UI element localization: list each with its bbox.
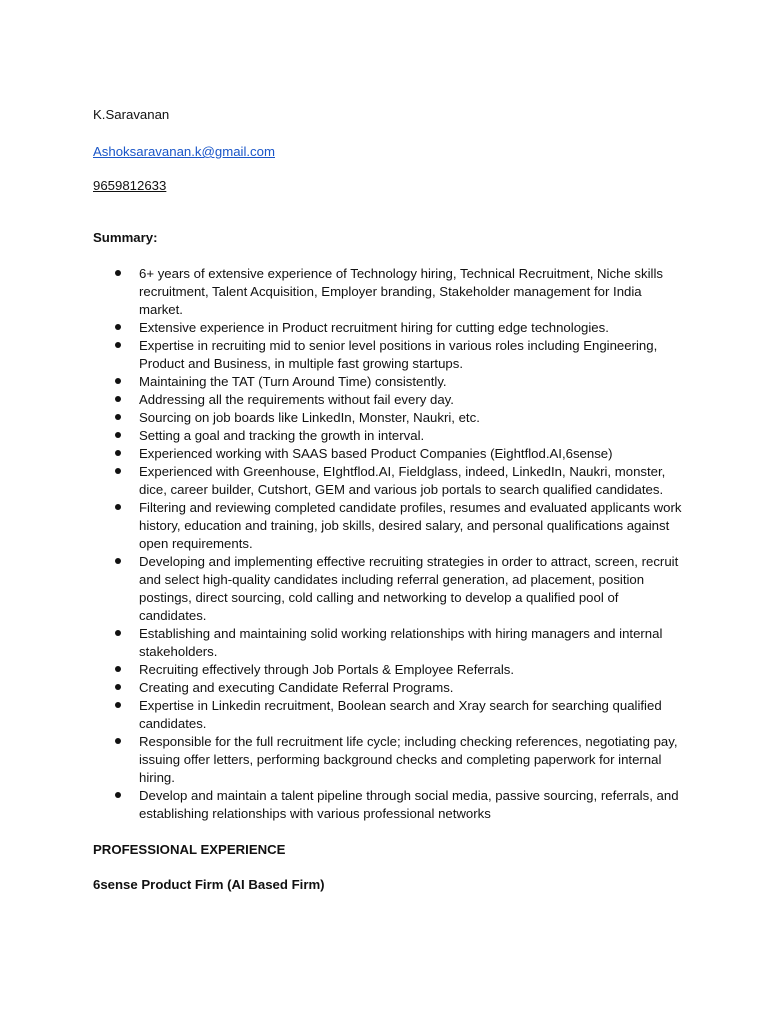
email-link[interactable]: Ashoksaravanan.k@gmail.com [93,144,275,159]
bullet-icon [115,666,121,672]
summary-item [93,319,683,337]
summary-item [93,625,683,661]
summary-item [93,553,683,625]
bullet-icon [115,378,121,384]
bullet-icon [115,630,121,636]
bullet-icon [115,324,121,330]
summary-item-text: Addressing all the requirements without fail every day. [139,392,454,407]
summary-item [93,697,683,733]
summary-item-text: Extensive experience in Product recruitment hiring for cutting edge technologies. [139,320,609,335]
summary-item-text: Developing and implementing effective recruiting strategies in order to attract, screen, recruit and select high-quality candidates including referral generation, ad placement, position postings, direct sourcing, cold calling and networking to develop a qualified pool of candidates. [139,554,679,623]
summary-item [93,337,683,373]
experience-heading: PROFESSIONAL EXPERIENCE [93,842,286,857]
summary-heading: Summary: [93,230,158,245]
summary-item-text: Recruiting effectively through Job Portals & Employee Referrals. [139,662,515,677]
summary-item [93,373,683,391]
candidate-name: K.Saravanan [93,107,170,122]
summary-item [93,733,683,787]
summary-item-text: Expertise in Linkedin recruitment, Boolean search and Xray search for searching qualified candidates. [139,698,662,731]
summary-item [93,463,683,499]
summary-item [93,391,683,409]
summary-item [93,445,683,463]
summary-item-text: Creating and executing Candidate Referral Programs. [139,680,454,695]
bullet-icon [115,792,121,798]
bullet-icon [115,684,121,690]
summary-item [93,499,683,553]
summary-item-text: Establishing and maintaining solid working relationships with hiring managers and internal stakeholders. [139,626,663,659]
summary-item-text: Filtering and reviewing completed candidate profiles, resumes and evaluated applicants work history, education and training, job skills, desired salary, and personal qualifications against open requirements. [139,500,682,551]
bullet-icon [115,270,121,276]
summary-item-text: Responsible for the full recruitment life cycle; including checking references, negotiating pay, issuing offer letters, performing background checks and completing paperwork for internal hiring. [139,734,678,785]
bullet-icon [115,702,121,708]
bullet-icon [115,450,121,456]
bullet-icon [115,396,121,402]
summary-item [93,679,683,697]
summary-item [93,787,683,823]
summary-item-text: Experienced with Greenhouse, EIghtflod.AI, Fieldglass, indeed, LinkedIn, Naukri, monster, dice, career builder, Cutshort, GEM and various job portals to search qualified candidates. [139,464,666,497]
summary-item-text: Maintaining the TAT (Turn Around Time) consistently. [139,374,447,389]
bullet-icon [115,558,121,564]
resume-content [93,106,683,894]
bullet-icon [115,738,121,744]
summary-list [93,265,683,823]
bullet-icon [115,414,121,420]
summary-item-text: Sourcing on job boards like LinkedIn, Monster, Naukri, etc. [139,410,480,425]
summary-item [93,427,683,445]
bullet-icon [115,504,121,510]
bullet-icon [115,342,121,348]
summary-item-text: Develop and maintain a talent pipeline through social media, passive sourcing, referrals, and establishing relationships with various professional networks [139,788,679,821]
summary-item-text: Setting a goal and tracking the growth in interval. [139,428,425,443]
summary-item-text: 6+ years of extensive experience of Technology hiring, Technical Recruitment, Niche skills recruitment, Talent Acquisition, Employer branding, Stakeholder management for India market. [139,266,663,317]
summary-item-text: Expertise in recruiting mid to senior level positions in various roles including Engineering, Product and Business, in multiple fast growing startups. [139,338,658,371]
summary-item [93,409,683,427]
summary-item [93,661,683,679]
firm-title: 6sense Product Firm (AI Based Firm) [93,877,325,892]
bullet-icon [115,432,121,438]
summary-item [93,265,683,319]
summary-item-text: Experienced working with SAAS based Product Companies (Eightflod.AI,6sense) [139,446,613,461]
phone-number: 9659812633 [93,178,167,193]
bullet-icon [115,468,121,474]
